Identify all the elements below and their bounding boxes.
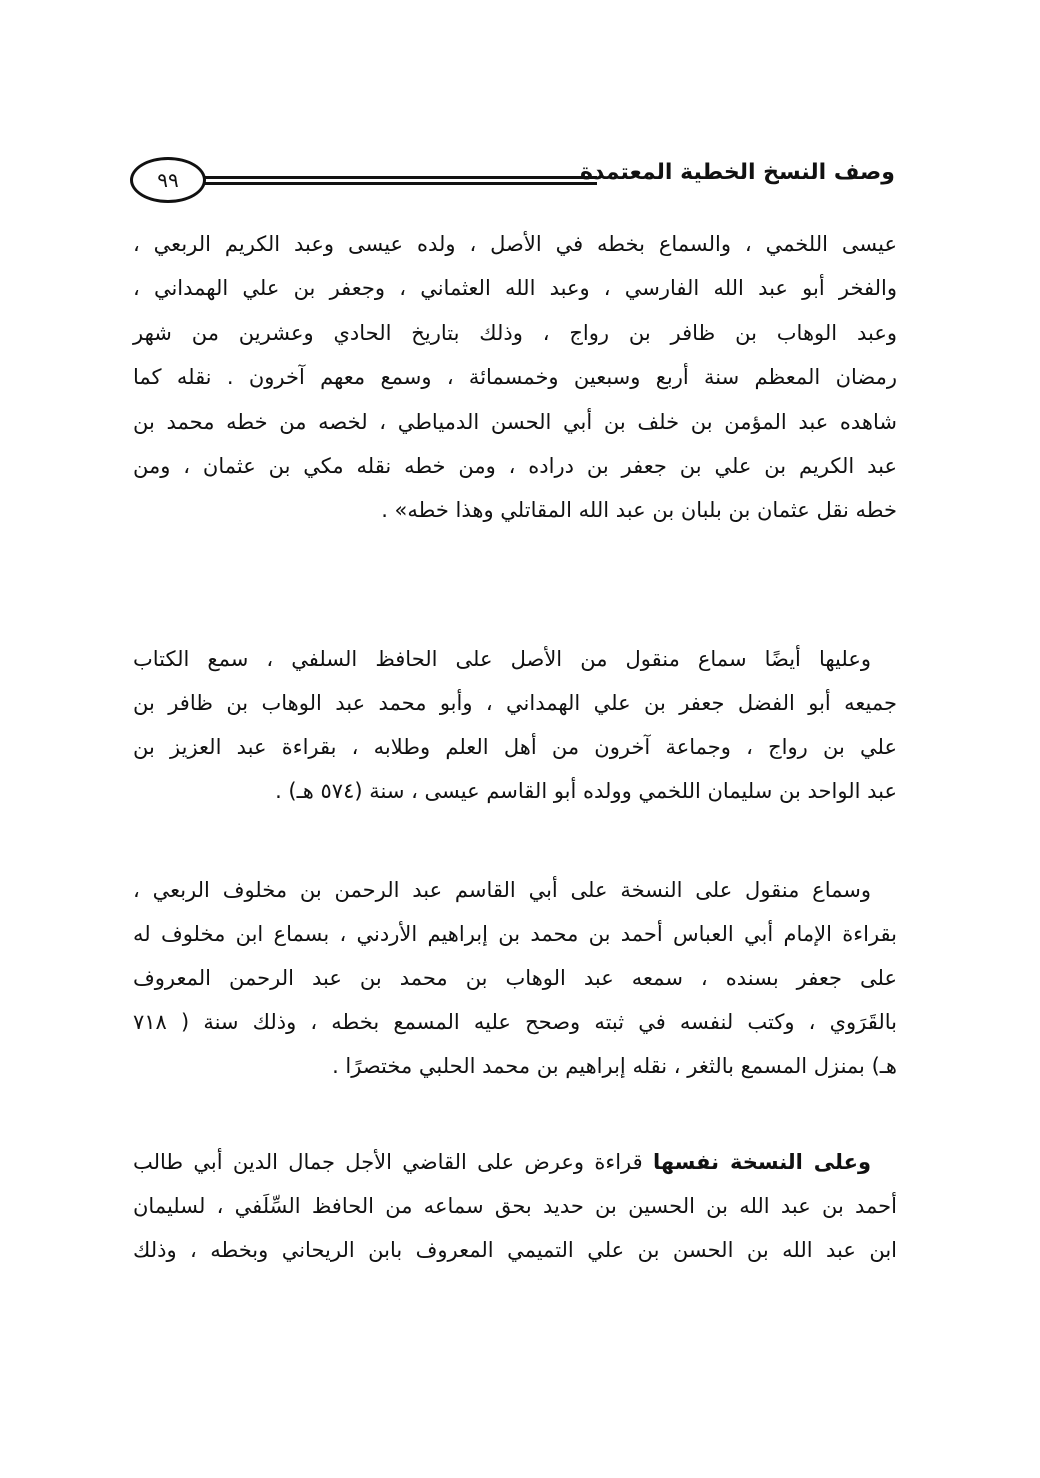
- text-line: [133, 1146, 897, 1178]
- text-line: خطه نقل عثمان بن بلبان بن عبد الله المقاتلي وهذا خطه» .: [381, 498, 897, 522]
- header-double-rule: [205, 176, 597, 185]
- text-line: هـ) بمنزل المسمع بالثغر ، نقله إبراهيم بن محمد الحلبي مختصرًا .: [332, 1054, 897, 1078]
- header-title: وصف النسخ الخطية المعتمدة: [580, 160, 895, 185]
- text-line: والفخر أبو عبد الله الفارسي ، وعبد الله العثماني ، وجعفر بن علي الهمداني ،: [133, 276, 897, 300]
- text-line: شاهده عبد المؤمن بن خلف بن أبي الحسن الدمياطي ، لخصه من خطه محمد بن: [133, 410, 897, 434]
- text-line: وسماع منقول على النسخة على أبي القاسم عبد الرحمن بن مخلوف الربعي ،: [133, 878, 871, 902]
- text-line: رمضان المعظم سنة أربع وسبعين وخمسمائة ، وسمع معهم آخرون . نقله كما: [133, 365, 897, 389]
- text-line: على جعفر بسنده ، سمعه عبد الوهاب بن محمد بن عبد الرحمن المعروف: [133, 966, 897, 990]
- text-line: بقراءة الإمام أبي العباس أحمد بن محمد بن إبراهيم الأردني ، بسماع ابن مخلوف له: [133, 922, 897, 946]
- text-line: بالقَرَوي ، وكتب لنفسه في ثبته وصحح عليه المسمع بخطه ، وذلك سنة ( ٧١٨: [133, 1010, 897, 1034]
- text-line: علي بن رواج ، وجماعة آخرون من أهل العلم وطلابه ، بقراءة عبد العزيز بن: [133, 735, 897, 759]
- text-line: عيسى اللخمي ، والسماع بخطه في الأصل ، ولده عيسى وعبد الكريم الربعي ،: [133, 232, 897, 256]
- text-line: أحمد بن عبد الله بن الحسين بن حديد بحق سماعه من الحافظ السِّلَفي ، لسليمان: [133, 1194, 897, 1218]
- text-line: عبد الواحد بن سليمان اللخمي وولده أبو القاسم عيسى ، سنة (٥٧٤ هـ) .: [275, 779, 897, 803]
- page-number: ٩٩: [130, 157, 206, 203]
- text-run: قراءة وعرض على القاضي الأجل جمال الدين أبي طالب: [133, 1150, 653, 1174]
- text-line: وعليها أيضًا سماع منقول من الأصل على الحافظ السلفي ، سمع الكتاب: [133, 647, 871, 671]
- bold-lead: وعلى النسخة نفسها: [652, 1150, 871, 1174]
- text-line: وعبد الوهاب بن ظافر بن رواج ، وذلك بتاريخ الحادي وعشرين من شهر: [133, 321, 897, 345]
- text-line: ابن عبد الله بن الحسن بن علي التميمي المعروف بابن الريحاني وبخطه ، وذلك: [133, 1238, 897, 1262]
- text-line: جميعه أبو الفضل جعفر بن علي الهمداني ، وأبو محمد عبد الوهاب بن ظافر بن: [133, 691, 897, 715]
- text-line: عبد الكريم بن علي بن جعفر بن دراده ، ومن خطه نقله مكي بن عثمان ، ومن: [133, 454, 897, 478]
